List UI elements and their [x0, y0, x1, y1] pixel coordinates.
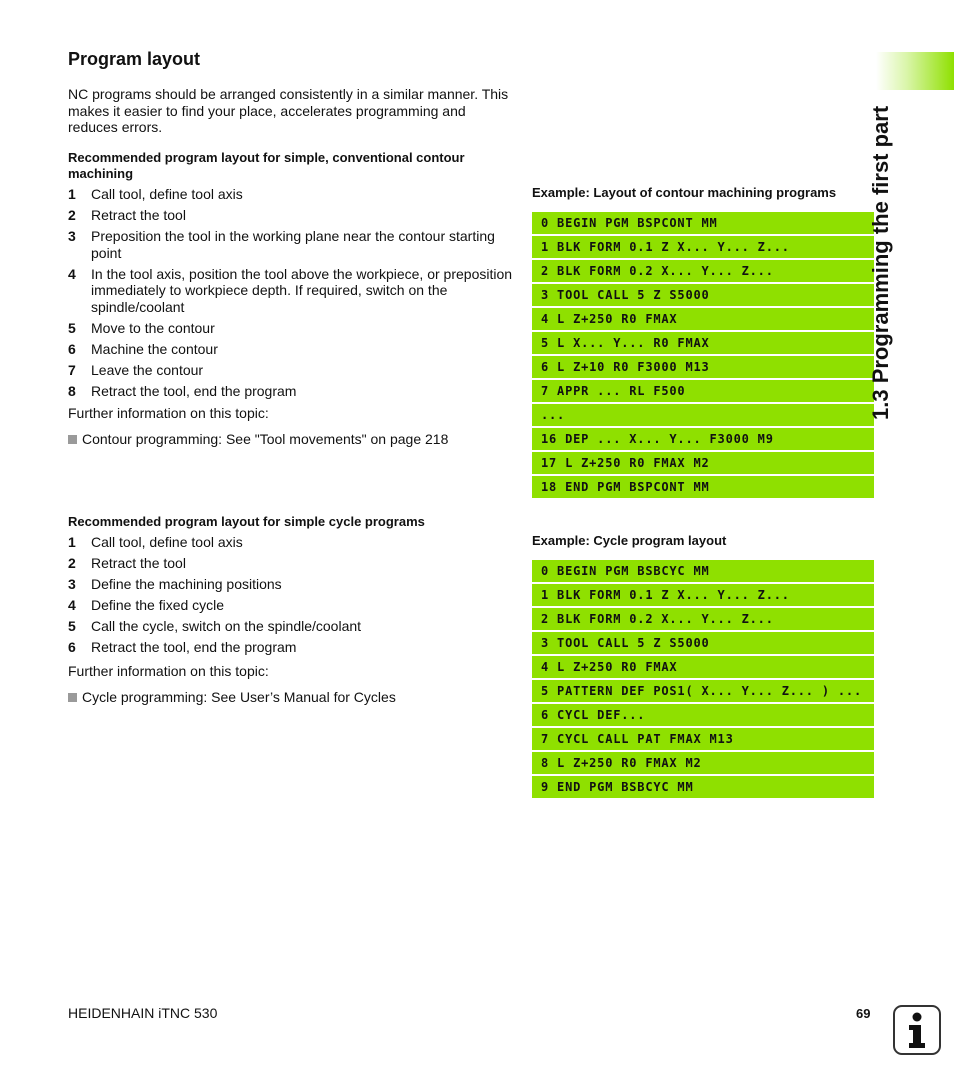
list-item: 7 Leave the contour [68, 361, 204, 378]
square-bullet-icon [68, 693, 77, 702]
list-item: 5 Call the cycle, switch on the spindle/coolant [68, 618, 362, 634]
contour-reference [68, 431, 448, 447]
list-item: 5 Move to the contour [68, 319, 215, 336]
intro-paragraph: NC programs should be arranged consistently in a similar manner. This makes it easier to find your place, accelerates programming and reduces errors. [68, 86, 509, 135]
code-line: 4 L Z+250 R0 FMAX [532, 308, 874, 330]
code-line: 2 BLK FORM 0.2 X... Y... Z... [532, 260, 874, 282]
code-line: 17 L Z+250 R0 FMAX M2 [532, 452, 874, 474]
footer-product: HEIDENHAIN iTNC 530 [68, 1005, 218, 1021]
contour-example-label: Example: Layout of contour machining programs [532, 185, 837, 200]
list-item: 2 Retract the tool [68, 555, 186, 571]
code-line: 7 CYCL CALL PAT FMAX M13 [532, 728, 874, 750]
code-line: 3 TOOL CALL 5 Z S5000 [532, 632, 874, 654]
code-line: 5 L X... Y... R0 FMAX [532, 332, 874, 354]
code-line: ... [532, 404, 874, 426]
code-line: 6 L Z+10 R0 F3000 M13 [532, 356, 874, 378]
contour-further-info: Further information on this topic: [68, 405, 269, 421]
list-item: 4 Define the fixed cycle [68, 597, 225, 613]
page-number: 69 [856, 1006, 871, 1021]
cycle-reference-link[interactable]: Cycle programming: See User’s Manual for Cycles [82, 689, 396, 705]
cycle-example-label: Example: Cycle program layout [532, 533, 727, 548]
list-item: 3 Define the machining positions [68, 576, 282, 592]
code-line: 8 L Z+250 R0 FMAX M2 [532, 752, 874, 774]
list-item: 1 Call tool, define tool axis [68, 186, 243, 202]
contour-steps-list [68, 186, 518, 404]
chapter-title: 1.3 Programming the first part [868, 105, 893, 420]
info-icon[interactable] [893, 1005, 941, 1055]
code-line: 1 BLK FORM 0.1 Z X... Y... Z... [532, 236, 874, 258]
list-item: 4 In the tool axis, position the tool above the workpiece, or preposition immediately to workpiece depth. If required, switch on the spindle/coolant [68, 265, 513, 315]
contour-section-heading: Recommended program layout for simple, conventional contour machining [68, 150, 465, 181]
contour-code-block [532, 212, 874, 500]
code-line: 4 L Z+250 R0 FMAX [532, 656, 874, 678]
list-item: 6 Retract the tool, end the program [68, 639, 297, 655]
code-line: 5 PATTERN DEF POS1( X... Y... Z... ) ... [532, 680, 874, 702]
code-line: 0 BEGIN PGM BSPCONT MM [532, 212, 874, 234]
code-line: 16 DEP ... X... Y... F3000 M9 [532, 428, 874, 450]
cycle-reference [68, 689, 396, 705]
list-item: 8 Retract the tool, end the program [68, 382, 297, 399]
cycle-section-heading: Recommended program layout for simple cycle programs [68, 514, 425, 529]
code-line: 2 BLK FORM 0.2 X... Y... Z... [532, 608, 874, 630]
cycle-code-block [532, 560, 874, 800]
cycle-steps-list [68, 534, 518, 660]
code-line: 3 TOOL CALL 5 Z S5000 [532, 284, 874, 306]
code-line: 0 BEGIN PGM BSBCYC MM [532, 560, 874, 582]
list-item: 2 Retract the tool [68, 207, 186, 223]
page-heading: Program layout [68, 49, 201, 69]
list-item: 1 Call tool, define tool axis [68, 534, 243, 550]
list-item: 6 Machine the contour [68, 340, 218, 357]
code-line: 6 CYCL DEF... [532, 704, 874, 726]
cycle-further-info: Further information on this topic: [68, 663, 269, 679]
code-line: 9 END PGM BSBCYC MM [532, 776, 874, 798]
square-bullet-icon [68, 435, 77, 444]
code-line: 1 BLK FORM 0.1 Z X... Y... Z... [532, 584, 874, 606]
code-line: 7 APPR ... RL F500 [532, 380, 874, 402]
code-line: 18 END PGM BSPCONT MM [532, 476, 874, 498]
contour-reference-link[interactable]: Contour programming: See "Tool movements" on page 218 [82, 431, 449, 447]
list-item: 3 Preposition the tool in the working plane near the contour starting point [68, 228, 495, 261]
